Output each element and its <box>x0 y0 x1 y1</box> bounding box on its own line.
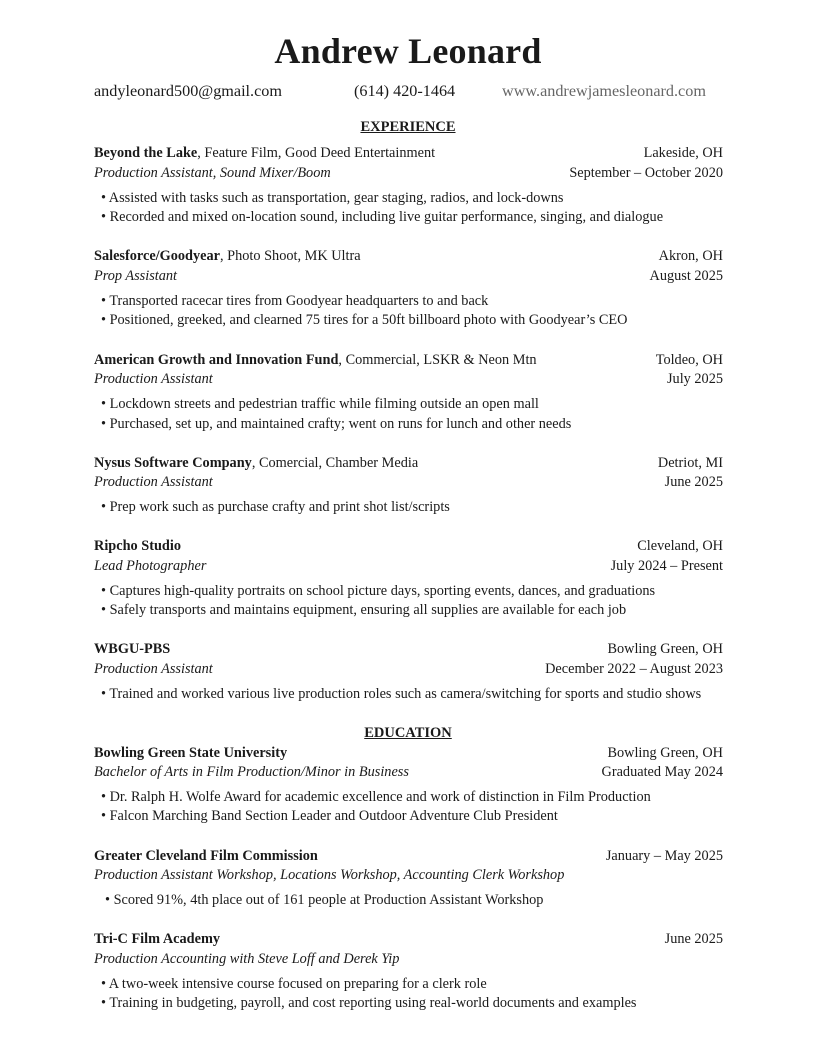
job-header-row <box>94 537 723 555</box>
job-bullet: • Recorded and mixed on-location sound, including live guitar performance, singing, and dialogue <box>101 209 664 225</box>
edu-org: Tri-C Film Academy <box>94 931 220 947</box>
job-role: Production Assistant <box>94 661 213 677</box>
contact-website: www.andrewjamesleonard.com <box>502 82 706 100</box>
edu-header-row <box>94 847 723 865</box>
job-detail: , Commercial, LSKR & Neon Mtn <box>338 352 537 368</box>
job-bullet: • Assisted with tasks such as transportation, gear staging, radios, and lock-downs <box>101 190 564 206</box>
job-dates: September – October 2020 <box>569 165 723 181</box>
job-location: Akron, OH <box>658 248 723 264</box>
job-dates: July 2025 <box>666 371 723 387</box>
job-role: Production Assistant, Sound Mixer/Boom <box>94 165 331 181</box>
edu-degree: Bachelor of Arts in Film Production/Minor in Business <box>94 764 409 780</box>
job-bullet: • Captures high-quality portraits on school picture days, sporting events, dances, and graduations <box>101 583 656 599</box>
job-bullet: • Purchased, set up, and maintained crafty; went on runs for lunch and other needs <box>101 416 572 432</box>
job-org: WBGU-PBS <box>94 641 171 657</box>
job-location: Toldeo, OH <box>655 352 723 368</box>
edu-org: Bowling Green State University <box>94 745 288 761</box>
edu-bullet: • Falcon Marching Band Section Leader and Outdoor Adventure Club President <box>101 808 558 824</box>
section-heading-experience: EXPERIENCE <box>360 119 456 135</box>
job-role: Lead Photographer <box>94 558 207 574</box>
edu-program: Production Accounting with Steve Loff and Derek Yip <box>94 951 400 967</box>
job-role: Prop Assistant <box>94 268 178 284</box>
job-dates: August 2025 <box>649 268 723 284</box>
job-location: Lakeside, OH <box>643 145 723 161</box>
job-location: Cleveland, OH <box>637 538 723 554</box>
job-bullet: • Safely transports and maintains equipment, ensuring all supplies are available for each job <box>101 602 627 618</box>
job-bullet: • Lockdown streets and pedestrian traffic while filming outside an open mall <box>101 396 539 412</box>
job-header-row <box>94 247 723 265</box>
edu-date: Graduated May 2024 <box>601 764 723 780</box>
contact-phone: (614) 420-1464 <box>354 82 456 100</box>
job-role-row <box>94 370 723 388</box>
job-org: Ripcho Studio <box>94 538 182 554</box>
job-bullet: • Transported racecar tires from Goodyear headquarters to and back <box>101 293 489 309</box>
edu-header-row <box>94 930 723 948</box>
job-dates: July 2024 – Present <box>610 558 723 574</box>
job-header-row <box>94 144 723 162</box>
edu-header-row <box>94 744 723 762</box>
edu-bullet: • A two-week intensive course focused on preparing for a clerk role <box>101 976 487 992</box>
edu-date: June 2025 <box>664 931 723 947</box>
job-header-row <box>94 454 723 472</box>
job-detail: , Feature Film, Good Deed Entertainment <box>197 145 436 161</box>
edu-bullet: • Training in budgeting, payroll, and cost reporting using real-world documents and examples <box>101 995 637 1011</box>
resume-name: Andrew Leonard <box>274 31 542 71</box>
edu-sub-row <box>94 950 723 968</box>
job-header-row <box>94 351 723 369</box>
job-org: Nysus Software Company <box>94 455 252 471</box>
job-detail: , Photo Shoot, MK Ultra <box>220 248 361 264</box>
edu-sub-row <box>94 763 723 781</box>
section-heading-education: EDUCATION <box>364 725 452 741</box>
job-bullet: • Trained and worked various live production roles such as camera/switching for sports and studio shows <box>101 686 702 702</box>
job-detail: , Comercial, Chamber Media <box>251 455 419 471</box>
job-role: Production Assistant <box>94 371 213 387</box>
contact-email: andyleonard500@gmail.com <box>94 82 282 100</box>
edu-location: Bowling Green, OH <box>607 745 723 761</box>
job-role: Production Assistant <box>94 474 213 490</box>
job-role-row <box>94 267 723 285</box>
edu-bullet: • Dr. Ralph H. Wolfe Award for academic excellence and work of distinction in Film Production <box>101 789 651 805</box>
job-org: Beyond the Lake <box>94 145 198 161</box>
edu-bullet: • Scored 91%, 4th place out of 161 people at Production Assistant Workshop <box>105 892 544 908</box>
job-dates: December 2022 – August 2023 <box>545 661 723 677</box>
job-role-row <box>94 164 723 182</box>
job-org: Salesforce/Goodyear <box>94 248 220 264</box>
job-bullet: • Positioned, greeked, and clearned 75 tires for a 50ft billboard photo with Goodyear’s CEO <box>101 312 628 328</box>
job-location: Detriot, MI <box>657 455 723 471</box>
edu-sub-row <box>94 866 723 884</box>
job-bullet: • Prep work such as purchase crafty and print shot list/scripts <box>101 499 450 515</box>
edu-program: Production Assistant Workshop, Locations Workshop, Accounting Clerk Workshop <box>94 867 565 883</box>
job-role-row <box>94 557 723 575</box>
job-location: Bowling Green, OH <box>607 641 723 657</box>
job-role-row <box>94 660 723 678</box>
job-org: American Growth and Innovation Fund <box>94 352 339 368</box>
job-dates: June 2025 <box>664 474 723 490</box>
edu-org: Greater Cleveland Film Commission <box>94 848 318 864</box>
edu-date: January – May 2025 <box>605 848 723 864</box>
job-header-row <box>94 640 723 658</box>
job-role-row <box>94 473 723 491</box>
